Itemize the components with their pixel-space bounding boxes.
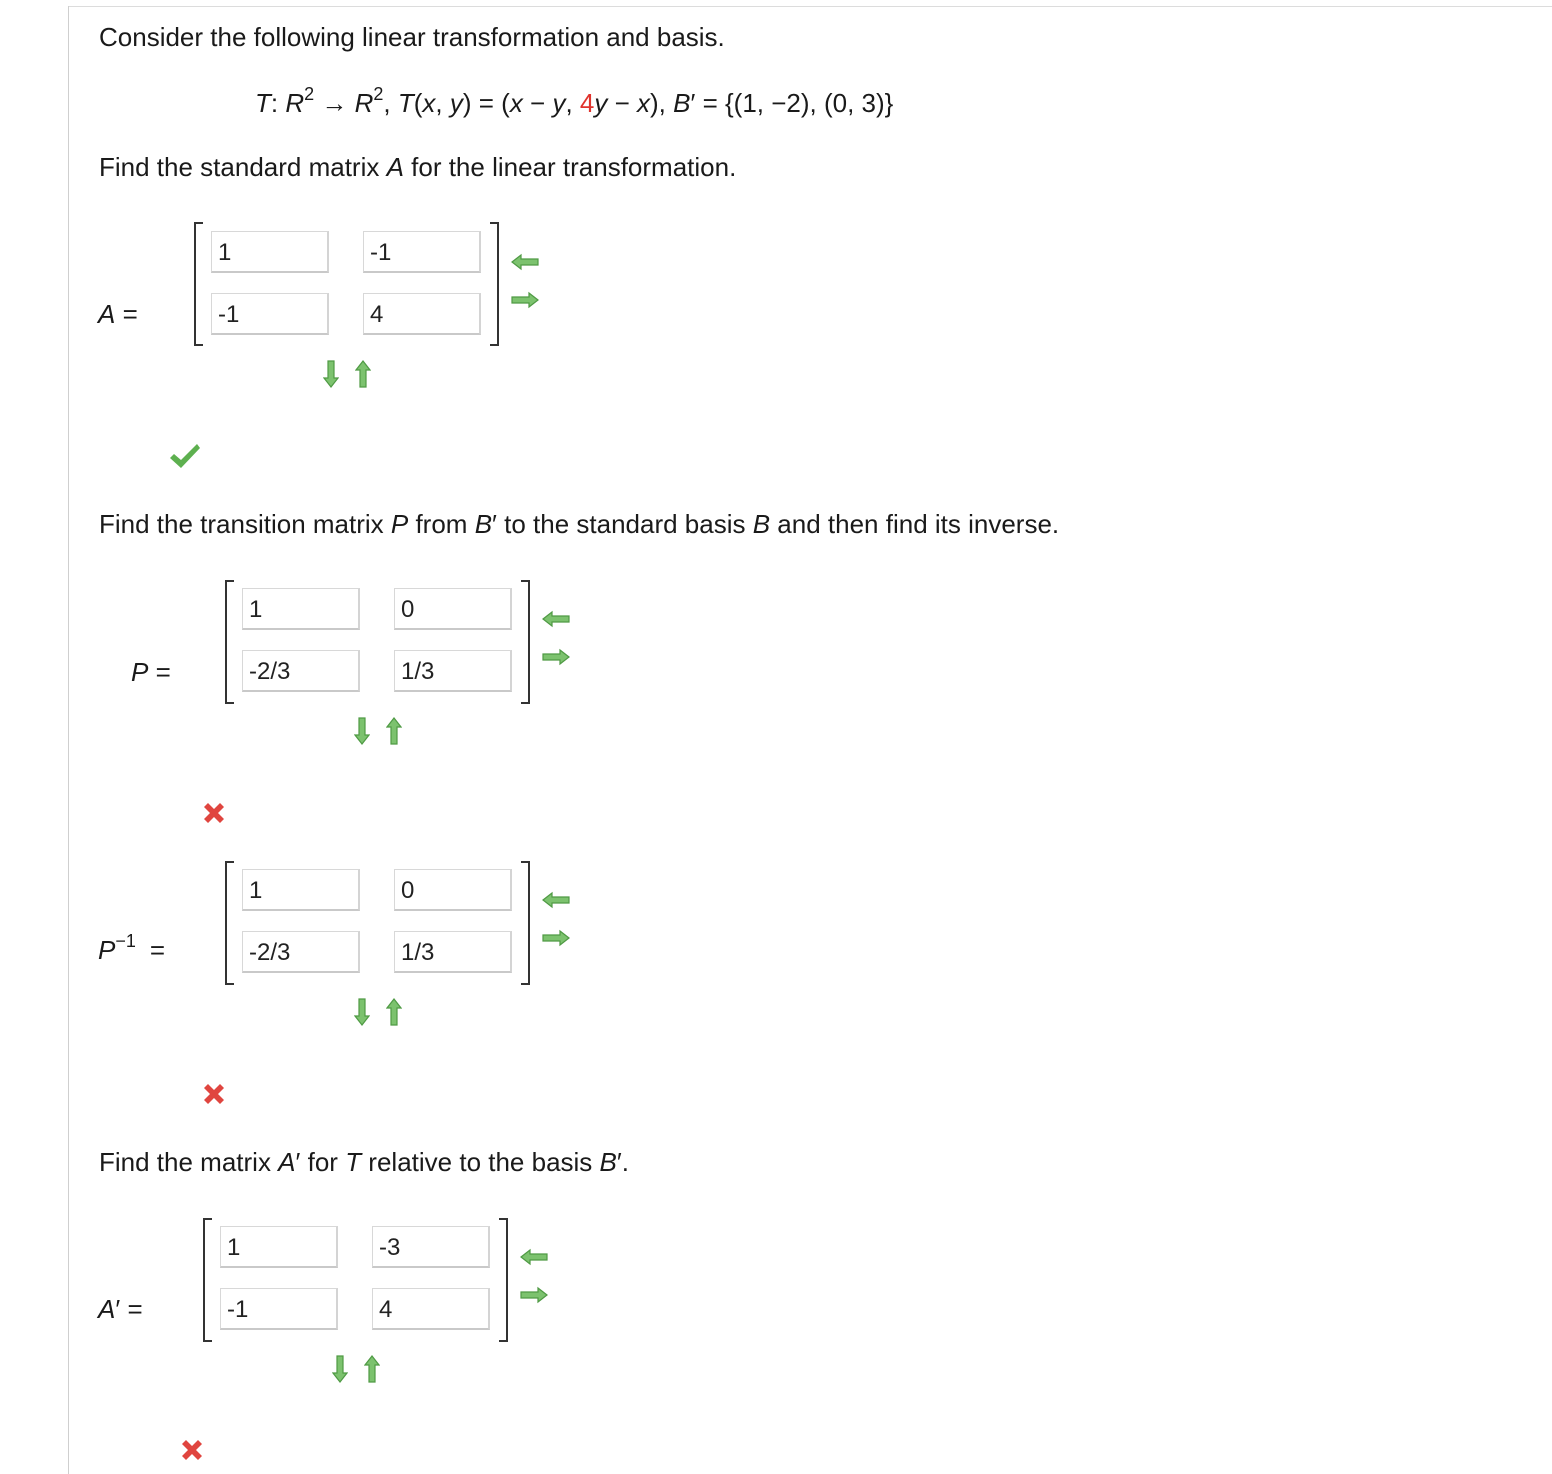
- right-bracket: [499, 1218, 508, 1342]
- question-transition-matrix: Find the transition matrix P from B′ to the standard basis B and then find its inverse.: [99, 509, 1060, 539]
- remove-column-icon[interactable]: [519, 1248, 549, 1266]
- matrix-a-prime-cell-1-1[interactable]: 1: [220, 1226, 338, 1268]
- matrix-p-inverse-cell-2-1[interactable]: -2/3: [242, 931, 360, 973]
- add-column-icon[interactable]: [519, 1286, 549, 1304]
- matrix-p-cell-2-1[interactable]: -2/3: [242, 650, 360, 692]
- matrix-p-cell-1-2[interactable]: 0: [394, 588, 512, 630]
- remove-row-icon[interactable]: [386, 716, 402, 746]
- add-row-icon[interactable]: [323, 359, 339, 389]
- matrix-a-prime-cell-2-2[interactable]: 4: [372, 1288, 490, 1330]
- matrix-p-inverse-label: $P^{-1}$ =: [98, 931, 166, 965]
- question-matrix-relative-basis: Find the matrix A′ for T relative to the basis B′.: [99, 1147, 629, 1177]
- matrix-p-cell-2-2[interactable]: 1/3: [394, 650, 512, 692]
- top-divider: [68, 6, 1552, 7]
- incorrect-cross-icon: [178, 1436, 206, 1464]
- correct-check-icon: [168, 442, 202, 470]
- coefficient-highlight: 4: [579, 88, 595, 118]
- right-bracket: [521, 580, 530, 704]
- remove-row-icon[interactable]: [386, 997, 402, 1027]
- matrix-a-label: A =: [98, 299, 138, 329]
- left-bracket: [225, 861, 234, 985]
- matrix-a-cell-2-2[interactable]: 4: [363, 293, 481, 335]
- matrix-p-label: P =: [131, 657, 171, 687]
- matrix-a-prime-cell-1-2[interactable]: -3: [372, 1226, 490, 1268]
- left-divider: [68, 6, 69, 1474]
- matrix-a-cell-2-1[interactable]: -1: [211, 293, 329, 335]
- matrix-a-cell-1-1[interactable]: 1: [211, 231, 329, 273]
- add-column-icon[interactable]: [510, 291, 540, 309]
- transformation-equation: T: $R^2 \to R^2$, T(x, y) = (x − y, 4y − x), B′ = {(1, −2), (0, 3)}: [255, 84, 894, 118]
- incorrect-cross-icon: [200, 799, 228, 827]
- remove-column-icon[interactable]: [541, 610, 571, 628]
- intro-text: Consider the following linear transformation and basis.: [99, 22, 725, 52]
- remove-row-icon[interactable]: [364, 1354, 380, 1384]
- left-bracket: [194, 222, 203, 346]
- matrix-p-cell-1-1[interactable]: 1: [242, 588, 360, 630]
- incorrect-cross-icon: [200, 1080, 228, 1108]
- right-bracket: [521, 861, 530, 985]
- left-bracket: [225, 580, 234, 704]
- add-row-icon[interactable]: [354, 716, 370, 746]
- matrix-a-prime-label: A′ =: [98, 1294, 143, 1324]
- add-row-icon[interactable]: [354, 997, 370, 1027]
- matrix-p-inverse-cell-1-1[interactable]: 1: [242, 869, 360, 911]
- matrix-p-inverse-cell-2-2[interactable]: 1/3: [394, 931, 512, 973]
- remove-column-icon[interactable]: [510, 253, 540, 271]
- left-bracket: [203, 1218, 212, 1342]
- add-column-icon[interactable]: [541, 929, 571, 947]
- matrix-a-cell-1-2[interactable]: -1: [363, 231, 481, 273]
- add-row-icon[interactable]: [332, 1354, 348, 1384]
- matrix-a-prime-cell-2-1[interactable]: -1: [220, 1288, 338, 1330]
- remove-row-icon[interactable]: [355, 359, 371, 389]
- remove-column-icon[interactable]: [541, 891, 571, 909]
- question-standard-matrix: Find the standard matrix A for the linear transformation.: [99, 152, 737, 182]
- right-bracket: [490, 222, 499, 346]
- add-column-icon[interactable]: [541, 648, 571, 666]
- matrix-p-inverse-cell-1-2[interactable]: 0: [394, 869, 512, 911]
